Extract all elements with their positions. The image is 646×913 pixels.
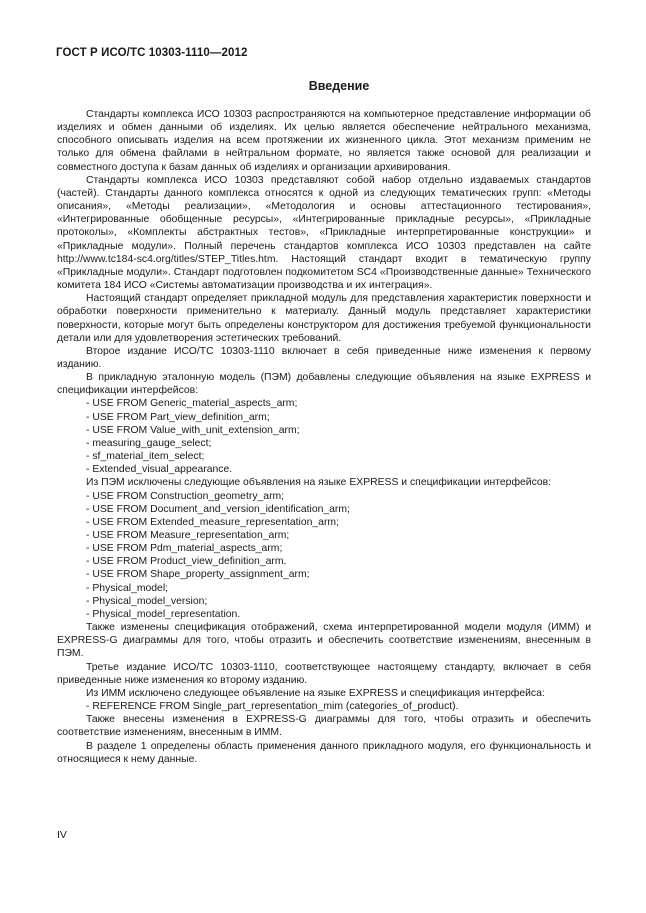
paragraph: Стандарты комплекса ИСО 10303 распространяются на компьютерное представление информации об изделиях и обмен данными об изделиях. Их целью является обеспечение нейтрального механизма, способного описывать изделия на всем протяжении их жизненного цикла. Этот механизм применим не только для обмена файлами в нейтральном формате, но является также основой для реализации и совместного доступа к базам данных об изделиях и организации архивирования.: [57, 109, 591, 173]
paragraph: Стандарты комплекса ИСО 10303 представляют собой набор отдельно издаваемых стандартов (частей). Стандарты данного комплекса относятся к одной из следующих тематических групп: «Методы описания», «Методы реализации», «Методология и основы аттестационного тестирования», «Интегрированные обобщенные ресурсы», «Интегрированные прикладные ресурсы», «Прикладные протоколы», «Комплекты абстрактных тестов», «Прикладные интерпретированные конструкции» и «Прикладные модули». Полный перечень стандартов комплекса ИСО 10303 представлен на сайте http://www.tc184-sc4.org/titles/STEP_Titles.htm. Настоящий стандарт входит в тематическую группу «Прикладные модули». Стандарт подготовлен подкомитетом SC4 «Производственные данные» Технического комитета 184 ИСО «Системы автоматизации производства и их интеграция».: [57, 174, 591, 292]
list-item: - USE FROM Generic_material_aspects_arm;: [57, 397, 591, 410]
list-item: - USE FROM Measure_representation_arm;: [57, 529, 591, 542]
list-item: - sf_material_item_select;: [57, 450, 591, 463]
removed-declarations-list: [57, 490, 591, 622]
added-declarations-list: [57, 397, 591, 476]
paragraph: Настоящий стандарт определяет прикладной модуль для представления характеристик поверхности и обработки поверхности применительно к материалу. Данный модуль представляет характеристики поверхности, которые могут быть определены конструктором для достижения требуемой функциональности детали или для удовлетворения эстетических требований.: [57, 293, 591, 344]
list-item: - USE FROM Shape_property_assignment_arm;: [57, 568, 591, 581]
section-body: [57, 108, 591, 766]
paragraph: Из ИММ исключено следующее объявление на языке EXPRESS и спецификация интерфейса:: [86, 687, 545, 699]
paragraph: Второе издание ИСО/ТС 10303-1110 включает в себя приведенные ниже изменения к первому изданию.: [57, 345, 591, 370]
list-item: - Physical_model_representation.: [57, 608, 591, 621]
list-item: - Physical_model_version;: [57, 595, 591, 608]
paragraph: В разделе 1 определены область применения данного прикладного модуля, его функциональность и относящиеся к нему данные.: [57, 740, 591, 765]
list-item: - USE FROM Value_with_unit_extension_arm;: [57, 424, 591, 437]
paragraph: Из ПЭМ исключены следующие объявления на языке EXPRESS и спецификации интерфейсов:: [86, 477, 552, 489]
paragraph: Также внесены изменения в EXPRESS-G диаграммы для того, чтобы отразить и обеспечить соответствие изменениям, внесенным в ИММ.: [57, 714, 591, 739]
list-item: - REFERENCE FROM Single_part_representation_mim (categories_of_product).: [57, 700, 591, 713]
list-item: - USE FROM Extended_measure_representation_arm;: [57, 516, 591, 529]
list-item: - measuring_gauge_select;: [57, 437, 591, 450]
section-title: Введение: [308, 79, 370, 93]
document-header: ГОСТ Р ИСО/ТС 10303-1110—2012: [56, 47, 248, 59]
list-item: - USE FROM Pdm_material_aspects_arm;: [57, 542, 591, 555]
paragraph: В прикладную эталонную модель (ПЭМ) добавлены следующие объявления на языке EXPRESS и спецификации интерфейсов:: [57, 372, 591, 397]
list-item: - USE FROM Document_and_version_identification_arm;: [57, 503, 591, 516]
paragraph: Третье издание ИСО/ТС 10303-1110, соответствующее настоящему стандарту, включает в себя приведенные ниже изменения ко второму изданию.: [57, 661, 591, 686]
mim-removed-list: [57, 700, 591, 713]
list-item: - USE FROM Part_view_definition_arm;: [57, 411, 591, 424]
list-item: - Physical_model;: [57, 582, 591, 595]
page-number: IV: [57, 829, 67, 841]
list-item: - USE FROM Construction_geometry_arm;: [57, 490, 591, 503]
list-item: - Extended_visual_appearance.: [57, 463, 591, 476]
paragraph: Также изменены спецификация отображений, схема интерпретированной модели модуля (ИММ) и EXPRESS-G диаграммы для того, чтобы отразить и обеспечить соответствие изменениям, внесенным в ПЭМ.: [57, 622, 591, 660]
list-item: - USE FROM Product_view_definition_arm.: [57, 555, 591, 568]
